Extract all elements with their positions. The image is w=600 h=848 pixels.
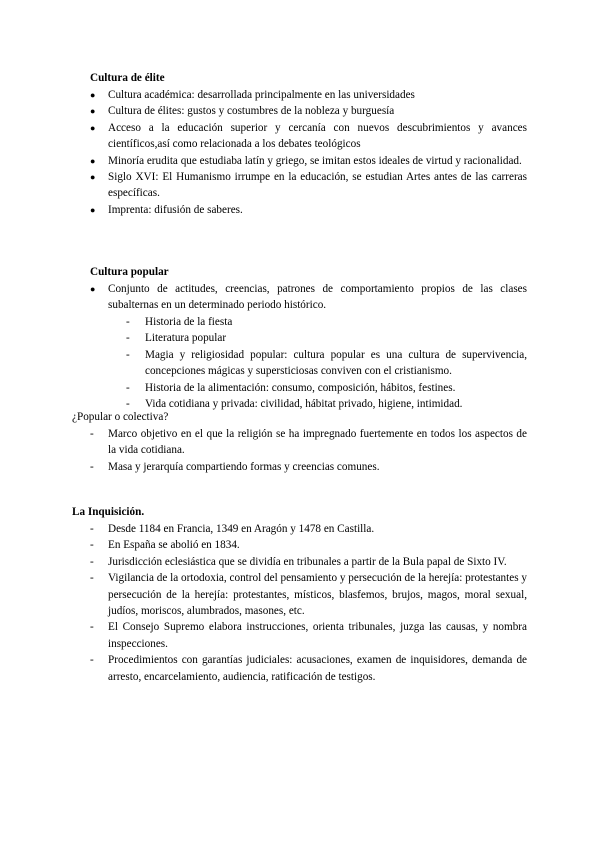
list-item-text: Imprenta: difusión de saberes. [108,203,243,216]
list-item-text: Cultura de élites: gustos y costumbres de la nobleza y burguesía [108,105,395,118]
list-item-text: Acceso a la educación superior y cercanía con nuevos descubrimientos y avances científicos,así como relacionada a los debates teológicos [108,121,527,151]
list-item [90,120,527,153]
list-item [90,554,527,570]
dash-marker: - [90,460,94,473]
list-item-text: Siglo XVI: El Humanismo irrumpe en la educación, se estudian Artes antes de las carreras específicas. [108,171,527,200]
list-item [126,347,527,380]
elite-list [90,87,527,218]
list-item [90,521,527,537]
list-item-text: Minoría erudita que estudiaba latín y griego, se imitan estos ideales de virtud y racionalidad. [108,154,522,167]
bullet-marker: ● [90,122,96,133]
list-item [90,281,527,314]
dash-marker: - [90,428,94,440]
list-item [90,570,527,619]
subsection-question: ¿Popular o colectiva? [72,411,169,423]
dash-marker: - [90,654,94,667]
list-item [90,619,527,652]
list-item [90,153,527,169]
list-item-text: Vigilancia de la ortodoxia, control del pensamiento y persecución de la herejía: protestantes y persecución de la herejía: protestantes, místicos, blasfemos, brujos, magos, moral sexual, judíos, moriscos, alumbrados, masones, etc. [108,572,527,618]
list-item-text: Conjunto de actitudes, creencias, patrones de comportamiento propios de las clases subalternas en un determinado periodo histórico. [108,283,527,312]
list-item [90,426,527,459]
list-item-text: Marco objetivo en el que la religión se ha impregnado fuertemente en todos los aspectos de la vida cotidiana. [108,428,527,457]
dash-marker: - [90,539,94,552]
section-title-cultura-popular: Cultura popular [90,266,169,278]
list-item-text: Procedimientos con garantías judiciales: acusaciones, examen de inquisidores, demanda de arresto, encarcelamiento, audiencia, ratificación de testigos. [108,654,527,683]
list-item-text: Literatura popular [145,332,227,345]
dash-marker: - [90,523,94,535]
list-item-text: Vida cotidiana y privada: civilidad, hábitat privado, higiene, intimidad. [145,398,463,411]
bullet-marker: ● [90,284,96,294]
dash-marker: - [126,381,130,394]
list-item [126,330,527,346]
bullet-marker: ● [90,172,96,183]
dash-marker: - [90,572,94,585]
list-item [90,169,527,202]
bullet-marker: ● [90,106,96,117]
list-item [90,202,527,218]
list-item-text: Historia de la fiesta [145,316,233,328]
list-item-text: Masa y jerarquía compartiendo formas y creencias comunes. [108,460,380,473]
list-item-text: Historia de la alimentación: consumo, composición, hábitos, festines. [145,381,456,394]
inquisicion-list [90,521,527,685]
list-item-text: En España se abolió en 1834. [108,539,240,552]
list-item [90,459,527,475]
list-item-text: Desde 1184 en Francia, 1349 en Aragón y 1478 en Castilla. [108,523,375,535]
list-item-text: El Consejo Supremo elabora instrucciones, orienta tribunales, juzga las causas, y nombra inspecciones. [108,621,527,650]
list-item [90,103,527,119]
list-item [126,380,527,396]
colectiva-list [90,426,527,475]
dash-marker: - [126,398,130,411]
dash-marker: - [126,348,130,361]
dash-marker: - [90,621,94,634]
popular-list [90,281,527,314]
list-item [126,314,527,330]
list-item [90,537,527,553]
list-item [90,87,527,103]
dash-marker: - [126,332,130,345]
list-item-text: Magia y religiosidad popular: cultura popular es una cultura de supervivencia, concepciones mágicas y supersticiosas conviven con el cristianismo. [145,348,527,378]
list-item-text: Jurisdicción eclesiástica que se dividía en tribunales a partir de la Bula papal de Sixto IV. [108,555,507,568]
list-item [90,652,527,685]
bullet-marker: ● [90,204,96,215]
list-item [126,396,527,412]
section-title-cultura-elite: Cultura de élite [90,72,165,84]
dash-marker: - [126,316,130,328]
section-title-inquisicion: La Inquisición. [72,506,145,518]
dash-marker: - [90,555,94,568]
popular-sublist [126,314,527,412]
list-item-text: Cultura académica: desarrollada principalmente en las universidades [108,89,415,101]
bullet-marker: ● [90,155,96,166]
bullet-marker: ● [90,90,96,100]
